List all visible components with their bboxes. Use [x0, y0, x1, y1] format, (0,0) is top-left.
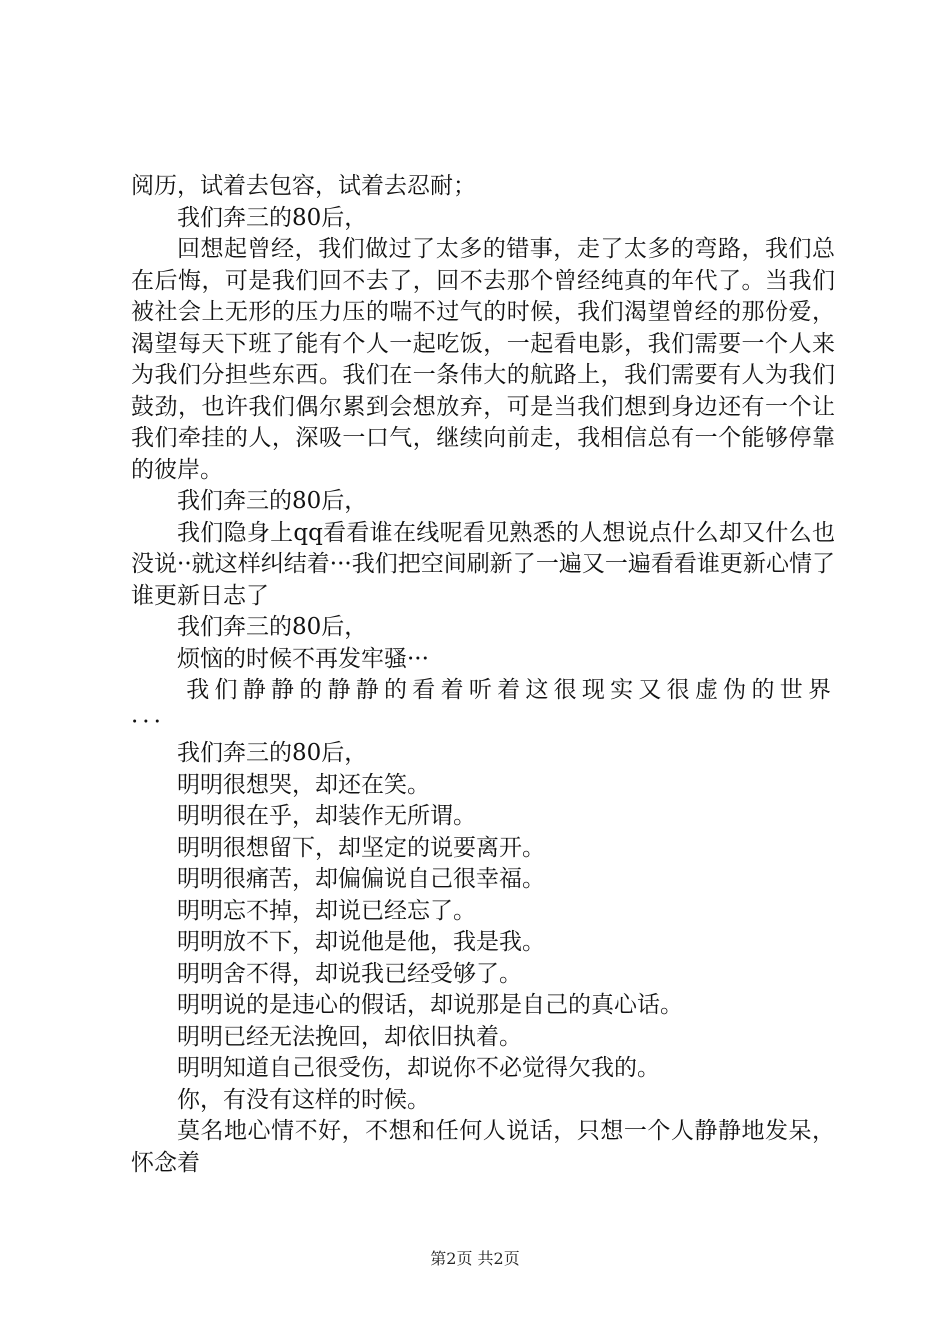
- paragraph: 明明知道自己很受伤，却说你不必觉得欠我的。: [177, 1055, 660, 1081]
- paragraph: 你，有没有这样的时候。: [177, 1086, 430, 1113]
- paragraph: 我们奔三的80后，: [177, 204, 368, 231]
- paragraph: 我们奔三的80后，: [177, 614, 368, 640]
- paragraph: 明明很想留下，却坚定的说要离开。: [177, 834, 545, 861]
- paragraph: 明明说的是违心的假话，却说那是自己的真心话。: [177, 992, 683, 1018]
- paragraph: 我们奔三的80后，: [177, 488, 368, 514]
- paragraph: 明明忘不掉，却说已经忘了。: [177, 897, 476, 924]
- paragraph: 莫名地心情不好，不想和任何人说话，只想一个人静静地发呆，怀念着: [131, 1118, 835, 1176]
- paragraph: 我们奔三的80后，: [177, 740, 368, 766]
- paragraph: 我们隐身上qq看看谁在线呢看见熟悉的人想说点什么却又什么也没说··就这样纠结着···我们把空间刷新了一遍又一遍看看谁更新心情了谁更新日志了: [131, 519, 835, 609]
- paragraph: 明明很在乎，却装作无所谓。: [177, 803, 476, 829]
- paragraph: 明明放不下，却说他是他，我是我。: [177, 929, 545, 955]
- paragraph: 明明已经无法挽回，却依旧执着。: [177, 1023, 522, 1050]
- page-number-footer: 第2页 共2页: [430, 1249, 520, 1268]
- paragraph: 烦恼的时候不再发牢骚···: [177, 645, 429, 672]
- paragraph: 阅历，试着去包容，试着去忍耐；: [131, 173, 476, 199]
- document-body: [131, 171, 835, 1179]
- paragraph: 明明很想哭，却还在笑。: [177, 771, 430, 798]
- paragraph: 明明舍不得，却说我已经受够了。: [177, 960, 522, 987]
- paragraph: 明明很痛苦，却偏偏说自己很幸福。: [177, 866, 545, 892]
- paragraph: 我们静静的静静的看着听着这很现实又很虚伪的世界···: [131, 677, 835, 735]
- paragraph: 回想起曾经，我们做过了太多的错事，走了太多的弯路，我们总在后悔，可是我们回不去了，回不去那个曾经纯真的年代了。当我们被社会上无形的压力压的喘不过气的时候，我们渴望曾经的那份爱，渴望每天下班了能有个人一起吃饭，一起看电影，我们需要一个人来为我们分担些东西。我们在一条伟大的航路上，我们需要有人为我们鼓劲，也许我们偶尔累到会想放弃，可是当我们想到身边还有一个让我们牵挂的人，深吸一口气，继续向前走，我相信总有一个能够停靠的彼岸。: [131, 236, 835, 483]
